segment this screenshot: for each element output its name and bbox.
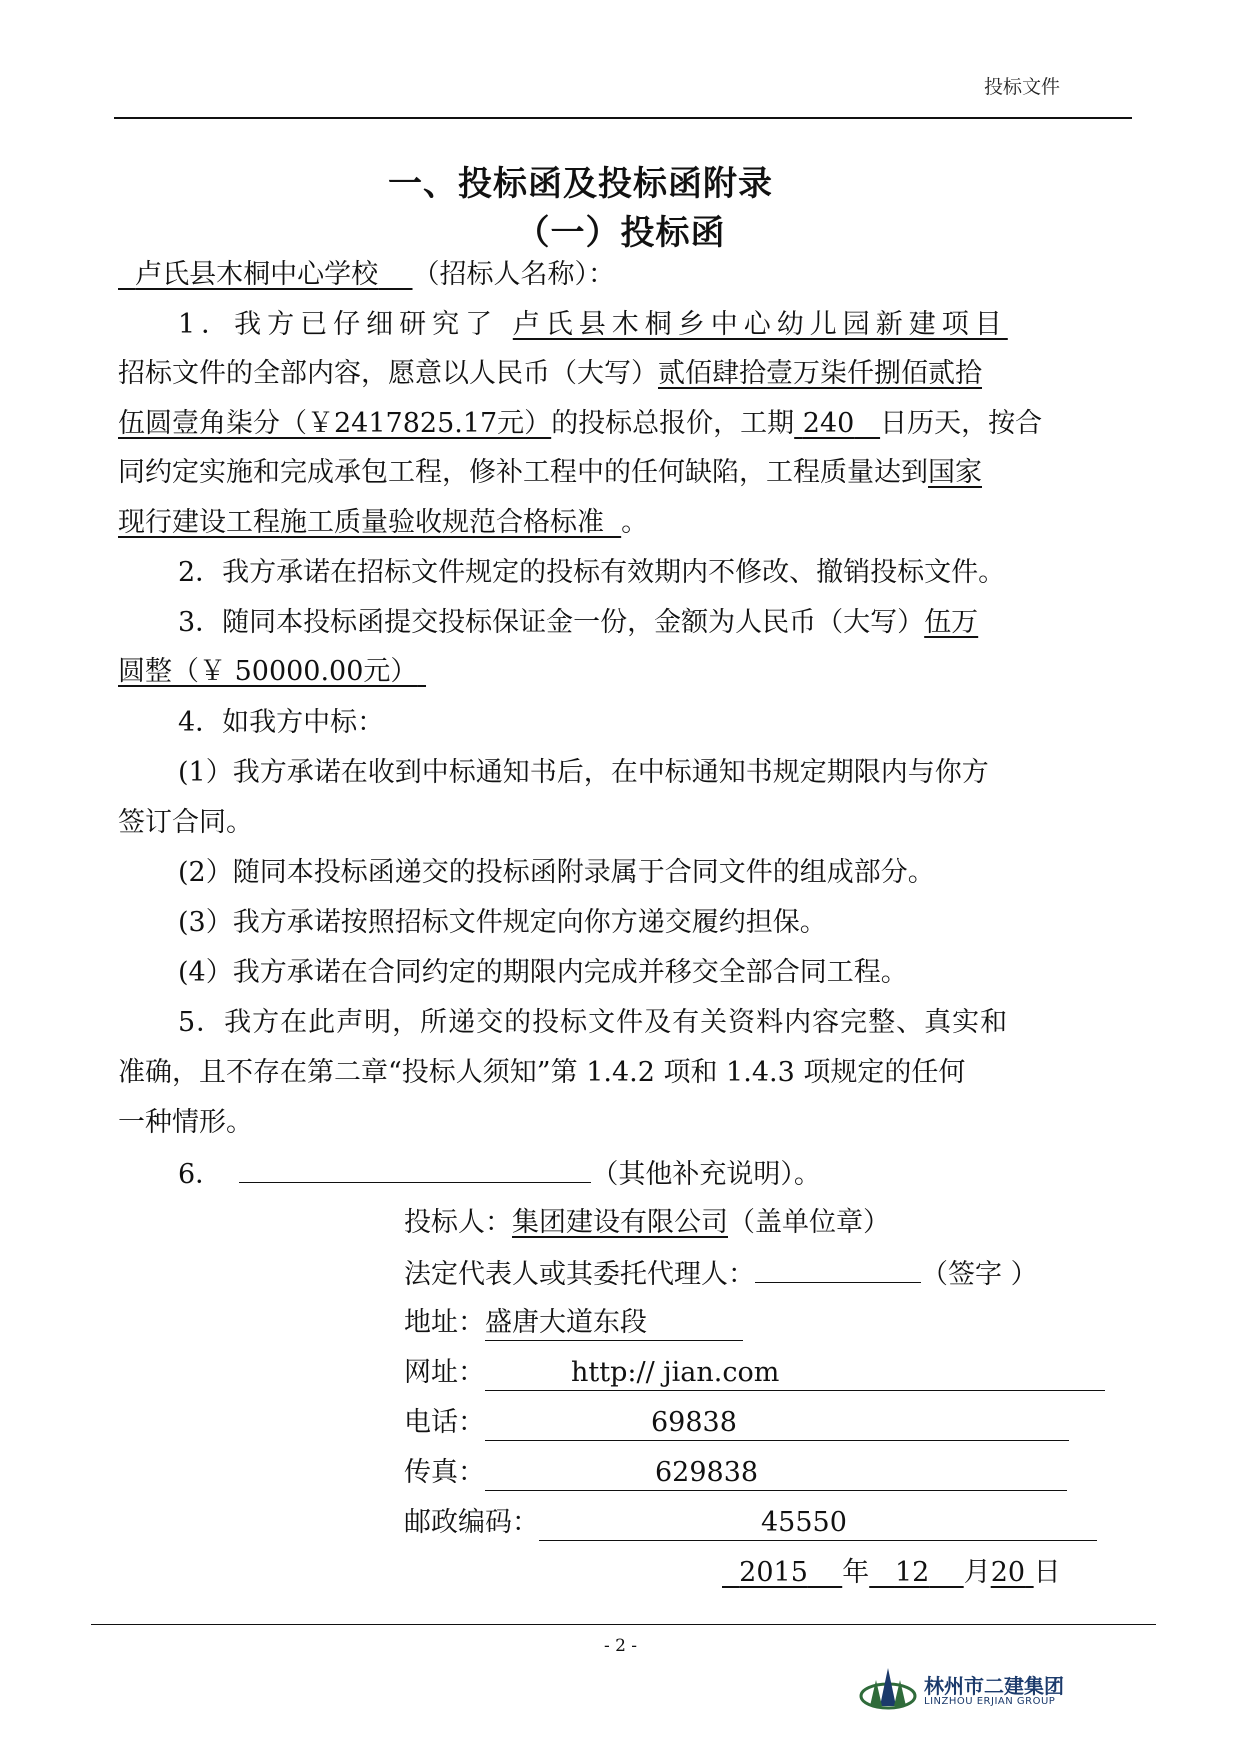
website-value: http:// jian.com <box>485 1356 1105 1391</box>
fax-line <box>404 1456 1067 1491</box>
phone-label: 电话： <box>404 1407 485 1438</box>
fax-value: 629838 <box>485 1456 1067 1491</box>
date-line <box>722 1556 1061 1590</box>
representative-line <box>404 1256 1038 1292</box>
p1-line3 <box>118 407 1042 441</box>
rep-suffix: （签字 ） <box>921 1259 1038 1290</box>
p1-line5 <box>118 506 648 540</box>
recipient-suffix: （招标人名称）： <box>412 259 616 290</box>
bidder-label: 投标人： <box>404 1207 512 1238</box>
p3-line2 <box>118 655 426 689</box>
quality-standard-part2: 现行建设工程施工质量验收规范合格标准 <box>118 507 604 538</box>
p6-num: 6． <box>178 1159 223 1190</box>
document-subtitle: （一）投标函 <box>515 213 726 253</box>
amount-number: （￥2417825.17元） <box>280 408 552 439</box>
p4-item4: (4）我方承诺在合同约定的期限内完成并移交全部合同工程。 <box>178 957 908 988</box>
p1-line4 <box>118 456 982 490</box>
quality-standard-part1: 国家 <box>928 457 982 488</box>
phone-value: 69838 <box>485 1406 1069 1441</box>
p5-line3: 一种情形。 <box>118 1107 253 1138</box>
postal-line <box>404 1506 1097 1541</box>
supplement-blank <box>239 1156 591 1183</box>
rep-label: 法定代表人或其委托代理人： <box>404 1259 755 1290</box>
p1-after-period: 日历天，按合 <box>880 408 1043 439</box>
p4-item2: (2）随同本投标函递交的投标函附录属于合同文件的组成部分。 <box>178 857 935 888</box>
recipient-name: 卢氏县木桐中心学校 <box>135 259 379 290</box>
phone-line <box>404 1406 1069 1441</box>
logo-mark-icon <box>858 1666 918 1716</box>
project-name: 卢氏县木桐乡中心幼儿园新建项目 <box>512 309 1008 340</box>
company-logo <box>858 1662 1064 1724</box>
p6-suffix: （其他补充说明）。 <box>591 1159 821 1190</box>
p5-line1: 5．我方在此声明，所递交的投标文件及有关资料内容完整、真实和 <box>178 1007 1009 1038</box>
p1-line2-text: 招标文件的全部内容，愿意以人民币（大写） <box>118 358 658 389</box>
bond-amount-part2: 圆整（￥ 50000.00元） <box>118 656 418 687</box>
website-line <box>404 1356 1105 1391</box>
bidder-suffix: （盖单位章） <box>728 1207 890 1238</box>
p4-item1-line2: 签订合同。 <box>118 807 253 838</box>
bond-amount-part1: 伍万 <box>924 607 979 638</box>
recipient-line <box>118 258 615 292</box>
fax-label: 传真： <box>404 1457 485 1488</box>
address-label: 地址： <box>404 1307 485 1338</box>
postal-value: 45550 <box>539 1506 1097 1541</box>
p5-line2: 准确，且不存在第二章“投标人须知”第 1.4.2 项和 1.4.3 项规定的任何 <box>118 1057 966 1088</box>
p1-end: 。 <box>621 507 649 538</box>
bidder-name: 集团建设有限公司 <box>512 1207 728 1238</box>
logo-subtext: LINZHOU ERJIAN GROUP <box>924 1696 1056 1707</box>
footer-rule <box>91 1624 1156 1625</box>
construction-period: 240 <box>802 408 855 439</box>
website-label: 网址： <box>404 1357 485 1388</box>
month-unit: 月 <box>963 1557 991 1588</box>
logo-text: 林州市二建集团 <box>924 1674 1064 1698</box>
p6-line <box>178 1156 821 1192</box>
p3-line1 <box>178 606 978 640</box>
p1-line4-text: 同约定实施和完成承包工程，修补工程中的任何缺陷，工程质量达到 <box>118 457 928 488</box>
postal-label: 邮政编码： <box>404 1507 539 1538</box>
year-unit: 年 <box>842 1557 870 1588</box>
document-title: 一、投标函及投标函附录 <box>388 164 773 204</box>
p1-line1 <box>178 308 1008 342</box>
p2-line: 2．我方承诺在招标文件规定的投标有效期内不修改、撤销投标文件。 <box>178 557 1006 588</box>
p4-heading: 4．如我方中标： <box>178 707 385 738</box>
signature-blank <box>755 1256 921 1283</box>
header-label: 投标文件 <box>983 76 1060 98</box>
address-value: 盛唐大道东段 <box>485 1306 743 1341</box>
date-day: 20 <box>990 1557 1026 1588</box>
date-year: 2015 <box>739 1557 808 1588</box>
address-line <box>404 1306 743 1341</box>
bidder-line <box>404 1206 890 1240</box>
day-unit: 日 <box>1033 1557 1061 1588</box>
p1-mid: 的投标总报价，工期 <box>551 408 795 439</box>
p1-prefix: 1．我方已仔细研究了 <box>178 309 499 340</box>
p1-line2 <box>118 357 982 391</box>
p4-item3: (3）我方承诺按照招标文件规定向你方递交履约担保。 <box>178 907 827 938</box>
p4-item1-line1: (1）我方承诺在收到中标通知书后，在中标通知书规定期限内与你方 <box>178 757 989 788</box>
amount-words-part1: 贰佰肆拾壹万柒仟捌佰贰拾 <box>658 358 982 389</box>
p3-text: 3．随同本投标函提交投标保证金一份，金额为人民币（大写） <box>178 607 925 638</box>
page-number: - 2 - <box>603 1636 638 1656</box>
date-month: 12 <box>894 1557 930 1588</box>
amount-words-part2: 伍圆壹角柒分 <box>118 408 280 439</box>
header-rule <box>114 117 1132 119</box>
